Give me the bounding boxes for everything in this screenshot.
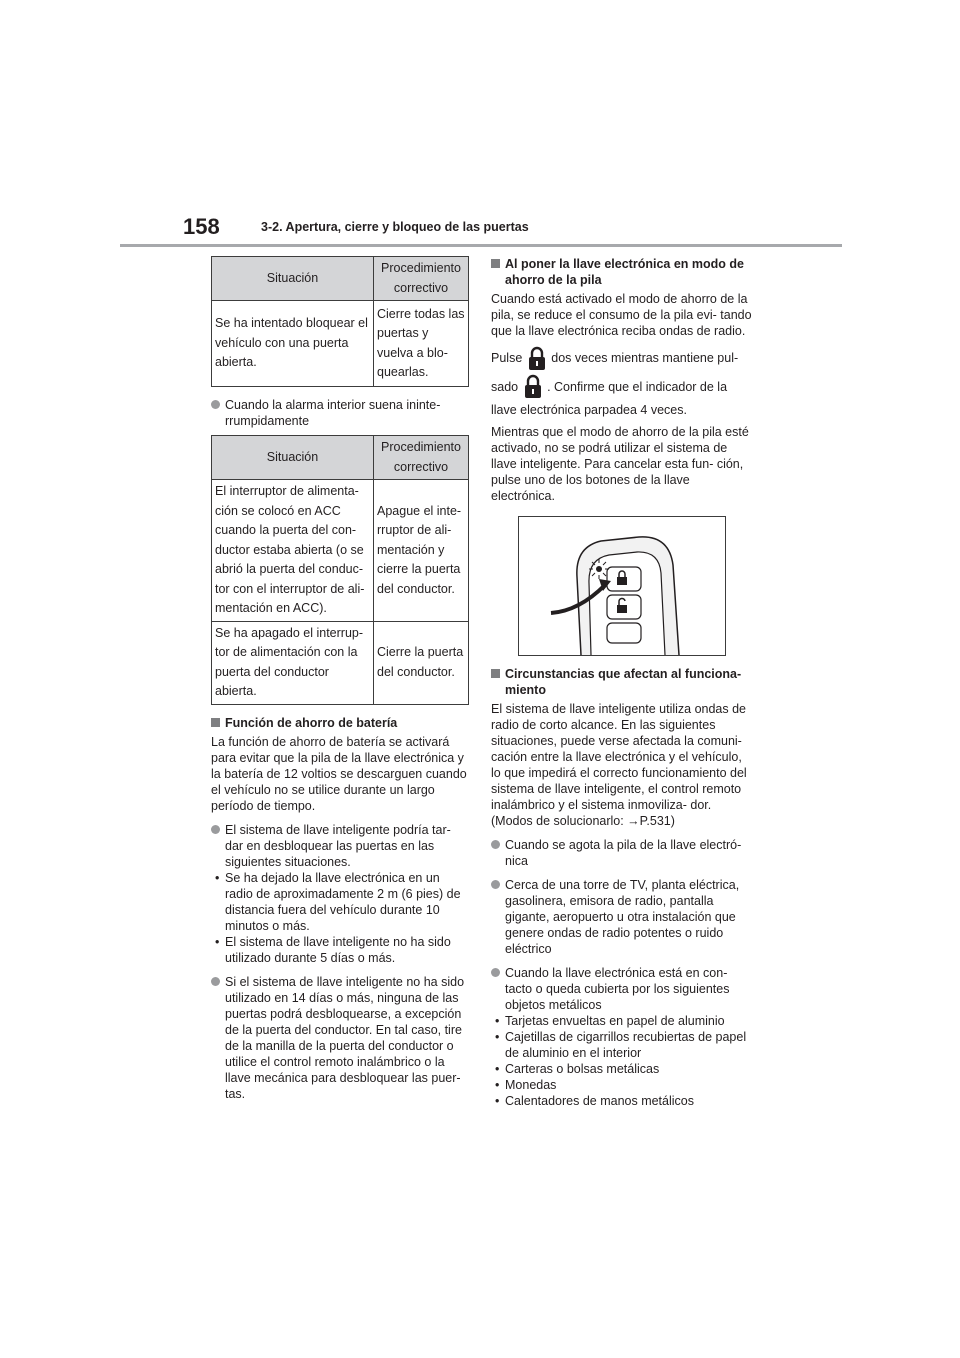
table-header-procedimiento: Procedimiento correctivo xyxy=(374,257,469,301)
right-column xyxy=(491,256,753,1109)
table-header-procedimiento: Procedimiento correctivo xyxy=(374,436,469,480)
header-rule xyxy=(120,244,842,247)
bullet xyxy=(211,974,469,1102)
bullet xyxy=(211,822,469,870)
text: dos veces mientras mantiene pul- xyxy=(551,351,739,365)
paragraph-press xyxy=(491,345,753,372)
lock-icon xyxy=(526,346,548,372)
table-cell: El interruptor de alimenta- ción se colocó en ACC cuando la puerta del con- ductor estaba abierta (o se abrió la puerta del conduc- tor con el interruptor de ali- mentación en ACC). xyxy=(212,480,374,622)
bullet-text: El sistema de llave inteligente podría tar- dar en desbloquear las puertas en las siguientes situaciones. xyxy=(225,822,451,869)
lock-icon xyxy=(522,374,544,400)
bullet-text: Cuando se agota la pila de la llave electró- nica xyxy=(505,838,742,869)
sub-text: El sistema de llave inteligente no ha sido utilizado durante 5 días o más. xyxy=(225,934,451,965)
heading-text: Circunstancias que afectan al funciona- miento xyxy=(505,667,742,698)
section-title: 3-2. Apertura, cierre y bloqueo de las puertas xyxy=(261,220,529,234)
heading-text: Función de ahorro de batería xyxy=(225,715,398,730)
sub-item: • Calentadores de manos metálicos xyxy=(495,1094,694,1109)
text: Pulse xyxy=(491,351,523,365)
bullet-alarm xyxy=(211,397,469,429)
table-cell: Se ha intentado bloquear el vehículo con una puerta abierta. xyxy=(212,301,374,387)
heading-text: Al poner la llave electrónica en modo de ahorro de la pila xyxy=(505,257,744,287)
sub-text: Monedas xyxy=(505,1078,557,1093)
heading-circumstances xyxy=(491,666,753,698)
bullet xyxy=(491,837,753,869)
bullet-text: Cerca de una torre de TV, planta eléctrica, gasolinera, emisora de radio, pantalla gigante, aeropuerto u otra instalación que genere ondas de radio potentes o ruido eléctrico xyxy=(505,878,740,957)
sub-text: Se ha dejado la llave electrónica en un radio de aproximadamente 2 m (6 pies) de distancia fuera del vehículo durante 10 minutos o más. xyxy=(225,870,461,933)
paragraph: El sistema de llave inteligente utiliza ondas de radio de corto alcance. En las siguientes situaciones, puede verse afectada la comuni- cación entre la llave electrónica y el vehículo, lo que impedirá el correcto funcionamiento del sistema de llave inteligente, el control remoto inalámbrico y el sistema inmoviliza- dor. (Modos de solucionarlo: →P.531) xyxy=(491,702,747,829)
table-cell: Se ha apagado el interrup- tor de alimentación con la puerta del conductor abierta. xyxy=(212,621,374,704)
bullet-dot xyxy=(491,840,500,849)
bullet-dot xyxy=(491,880,500,889)
key-fob-drawing xyxy=(519,517,725,655)
table-door-open xyxy=(211,256,469,387)
sub-text: Carteras o bolsas metálicas xyxy=(505,1062,660,1077)
paragraph: La función de ahorro de batería se activará para evitar que la pila de la llave electrónica y la batería de 12 voltios se descarguen cuando el vehículo no se utilice durante un largo período de tiempo. xyxy=(211,734,467,813)
table-cell: Apague el inte- rruptor de ali- mentación y cierre la puerta del conductor. xyxy=(374,480,469,622)
table-alarm xyxy=(211,435,469,705)
sub-text: Cajetillas de cigarrillos recubiertas de papel de aluminio en el interior xyxy=(505,1030,747,1061)
table-cell: Cierre todas las puertas y vuelva a blo- quearlas. xyxy=(374,301,469,387)
heading-key-saving xyxy=(491,256,753,288)
bullet xyxy=(491,877,753,957)
table-header-situacion: Situación xyxy=(212,436,374,480)
sub-text: Calentadores de manos metálicos xyxy=(505,1094,694,1109)
sub-item: • Carteras o bolsas metálicas xyxy=(495,1062,660,1077)
bullet-dot xyxy=(211,400,220,409)
paragraph-hold xyxy=(491,374,753,401)
left-column xyxy=(211,256,469,1102)
sub-item: • Cajetillas de cigarrillos recubiertas de papel de aluminio en el interior xyxy=(495,1030,747,1061)
bullet-dot xyxy=(211,977,220,986)
paragraph: Cuando está activado el modo de ahorro de la pila, se reduce el consumo de la pila evi- tando que la llave electrónica reciba ondas de radio. xyxy=(491,292,752,338)
bullet-text: Cuando la alarma interior suena ininte- rrumpidamente xyxy=(225,398,441,428)
page-number: 158 xyxy=(183,214,220,239)
text: sado xyxy=(491,379,519,394)
electronic-key-illustration xyxy=(518,516,726,656)
square-marker xyxy=(211,718,220,727)
text: . Confirme que el indicador de la xyxy=(547,379,728,394)
bullet-text: Cuando la llave electrónica está en con- tacto o queda cubierta por los siguientes objetos metálicos xyxy=(505,966,730,1013)
sub-item: • Tarjetas envueltas en papel de aluminio xyxy=(495,1014,725,1029)
table-header-situacion: Situación xyxy=(212,257,374,301)
bullet-text: Si el sistema de llave inteligente no ha sido utilizado en 14 días o más, ninguna de las puertas podrá desbloquearse, a excepción de la puerta del conductor. En tal caso, tire de la manilla de la puerta del conductor o utilice el control remoto inalámbrico o la llave mecánica para desbloquear las puer- tas. xyxy=(225,974,465,1101)
square-marker xyxy=(491,669,500,678)
bullet xyxy=(491,965,753,1013)
table-cell: Cierre la puerta del conductor. xyxy=(374,621,469,704)
square-marker xyxy=(491,259,500,268)
sub-item: • El sistema de llave inteligente no ha sido utilizado durante 5 días o más. xyxy=(215,934,451,965)
paragraph: llave electrónica parpadea 4 veces. xyxy=(491,403,687,418)
heading-battery-saving xyxy=(211,715,469,731)
paragraph: Mientras que el modo de ahorro de la pila esté activado, no se podrá utilizar el sistema de llave inteligente. Para cancelar esta fun- ción, pulse uno de los botones de la llave electrónica. xyxy=(491,425,749,504)
bullet-dot xyxy=(491,968,500,977)
sub-text: Tarjetas envueltas en papel de aluminio xyxy=(505,1014,725,1029)
sub-item: • Se ha dejado la llave electrónica en un radio de aproximadamente 2 m (6 pies) de distancia fuera del vehículo durante 10 minutos o más. xyxy=(215,870,461,933)
bullet-dot xyxy=(211,825,220,834)
sub-item: • Monedas xyxy=(495,1078,557,1093)
